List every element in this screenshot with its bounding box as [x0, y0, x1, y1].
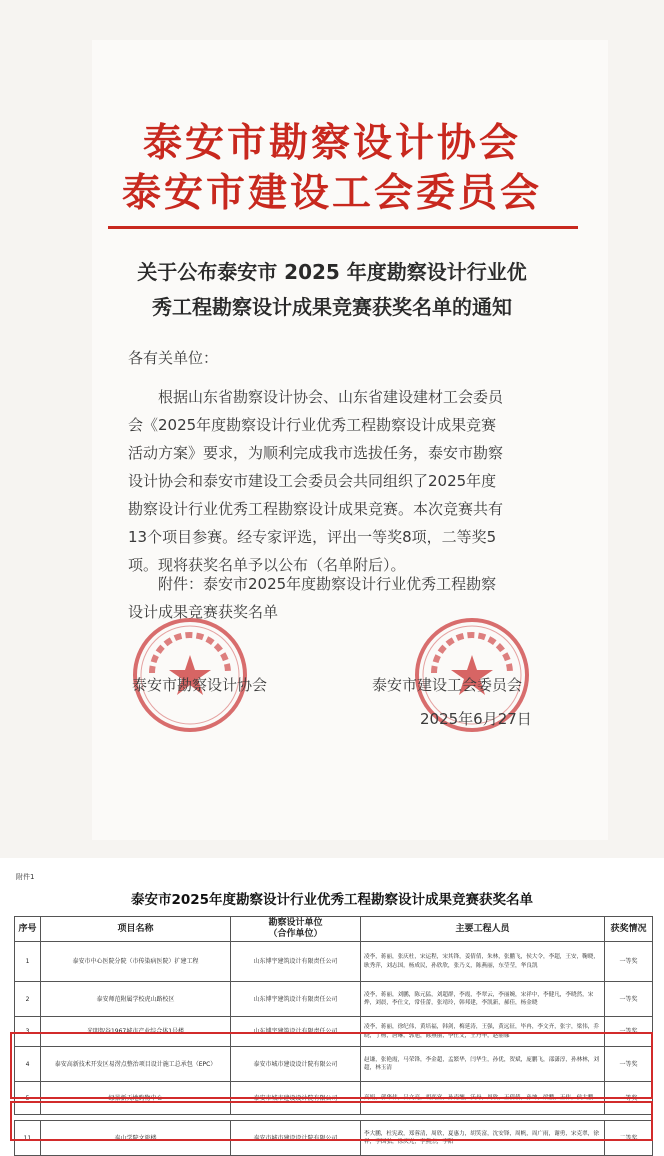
header-unit: [231, 917, 361, 942]
row-no: 2: [15, 982, 41, 1017]
salutation: 各有关单位：: [128, 349, 219, 367]
row-project: 绿景新天地购物中心: [41, 1082, 231, 1115]
header-project: 项目名称: [41, 917, 231, 942]
table-header-row: [15, 917, 653, 942]
row-project: 泰山学院文旅楼: [41, 1121, 231, 1156]
row-unit: 泰安市城市建设设计院有限公司: [231, 1047, 361, 1082]
notice-title-line-1: 关于公布泰安市 2025 年度勘察设计行业优: [137, 260, 527, 284]
header-unit-line-1: 勘察设计单位: [268, 918, 323, 928]
row-project: 泰安师范附属学校虎山路校区: [41, 982, 231, 1017]
notice-date: 2025年6月27日: [420, 710, 532, 728]
row-project: 光明智谷1967城市产业综合体1号楼: [41, 1017, 231, 1047]
row-unit: 泰安市城市建设设计院有限公司: [231, 1082, 361, 1115]
row-unit: 泰安市城市建设设计院有限公司: [231, 1121, 361, 1156]
attachment-label: 附件1: [16, 873, 35, 881]
row-no: 3: [15, 1017, 41, 1047]
notice-paragraph: 根据山东省勘察设计协会、山东省建设建材工会委员会《2025年度勘察设计行业优秀工程勘察设计成果竞赛活动方案》要求，为顺利完成我市选拔任务，泰安市勘察设计协会和泰安市建设工会委员会共同组织了2025年度勘察设计行业优秀工程勘察设计成果竞赛。本次竞赛共有13个项目参赛。经专家评选，评出一等奖8项，二等奖5项。现将获奖名单予以公布（名单附后）。: [128, 388, 504, 574]
row-project: 泰安市中心医院分院（市传染病医院）扩建工程: [41, 942, 231, 982]
row-unit: 山东博宇建筑设计有限责任公司: [231, 942, 361, 982]
org-name-2: 泰安市建设工会委员会: [121, 170, 542, 216]
row-award: 一等奖: [605, 982, 653, 1017]
red-divider: [108, 226, 578, 229]
org-name-1: 泰安市勘察设计协会: [142, 120, 521, 166]
row-staff: 凌李，蒋丽，徐纪伟，黄培福，韩剑，梅延涛，王强，黄远征，毕冉，李文齐，张宇，梁伟，乔晓，丁杨，唐琳，郭旭，陈燕丽，李仕文，王丹华，赵丽娜: [361, 1017, 605, 1047]
row-no: 5: [15, 1082, 41, 1115]
row-staff: 李大鹏，杜宪政，郑蓉清，周欣，夏惠力，胡笑富，沈安锋，周帆，周广雨，谢勇，宋克翠，徐祥，李国弘，徐庆光，李燕杰，李阳: [361, 1121, 605, 1156]
row-staff: 凌李，蒋丽，张庆杜，宋运程，宋其锋，姜倩倩，朱林，张鹏飞，侯大令，李超，王安，鞠晓，耿秀萍，刘志国，杨成民，孙欣欣，张乃义，陈燕丽，东莹莹，华良凯: [361, 942, 605, 982]
row-award: 一等奖: [605, 1082, 653, 1115]
row-no: 11: [15, 1121, 41, 1156]
row-award: 一等奖: [605, 1017, 653, 1047]
table-row: [15, 982, 653, 1017]
header-unit-line-2: （合作单位）: [268, 929, 323, 939]
signature-association: 泰安市勘察设计协会: [132, 676, 268, 694]
row-award: 二等奖: [605, 1121, 653, 1156]
signature-union: 泰安市建设工会委员会: [372, 676, 523, 694]
table-row: [15, 942, 653, 982]
row-staff: 凌李，蒋丽，刘鹏，陈元猛，刘超群，李霞，李翠云，李丽婉，宋祥中，李健凡，李晓然，宋烨，刘晨，李仕文，常佳蕾，张靖玲，韩邦建，李凯新，郝佳，杨金晓: [361, 982, 605, 1017]
header-award: 获奖情况: [605, 917, 653, 942]
header-staff: 主要工程人员: [361, 917, 605, 942]
header-no: 序号: [15, 917, 41, 942]
row-staff: 高娟，郭华伟，吕文兖，胡奕富，孙南翘，沃丹，周欣，王倩倩，孙坤，梁鹏，王伟，侯大鹏: [361, 1082, 605, 1115]
attachment-note: 附件：泰安市2025年度勘察设计行业优秀工程勘察设计成果竞赛获奖名单: [128, 575, 497, 621]
row-award: 一等奖: [605, 942, 653, 982]
row-no: 4: [15, 1047, 41, 1082]
award-list-title: 泰安市2025年度勘察设计行业优秀工程勘察设计成果竞赛获奖名单: [130, 892, 534, 908]
highlight-box-row-11: [10, 1101, 653, 1141]
row-award: 一等奖: [605, 1047, 653, 1082]
highlight-box-rows-4-5: [10, 1032, 653, 1099]
row-no: 1: [15, 942, 41, 982]
row-unit: 山东博宇建筑设计有限责任公司: [231, 1017, 361, 1047]
row-unit: 山东博宇建筑设计有限责任公司: [231, 982, 361, 1017]
row-staff: 赵谦，张艳霞，马荣锋，李金超，孟繁华，闫华生，孙优，贺斌，庞鹏飞，邵潇淳，孙林林，刘超，林玉清: [361, 1047, 605, 1082]
row-project: 泰安高新技术开发区易涝点整治项目设计施工总承包（EPC）: [41, 1047, 231, 1082]
notice-title-line-2: 秀工程勘察设计成果竞赛获奖名单的通知: [152, 295, 512, 319]
